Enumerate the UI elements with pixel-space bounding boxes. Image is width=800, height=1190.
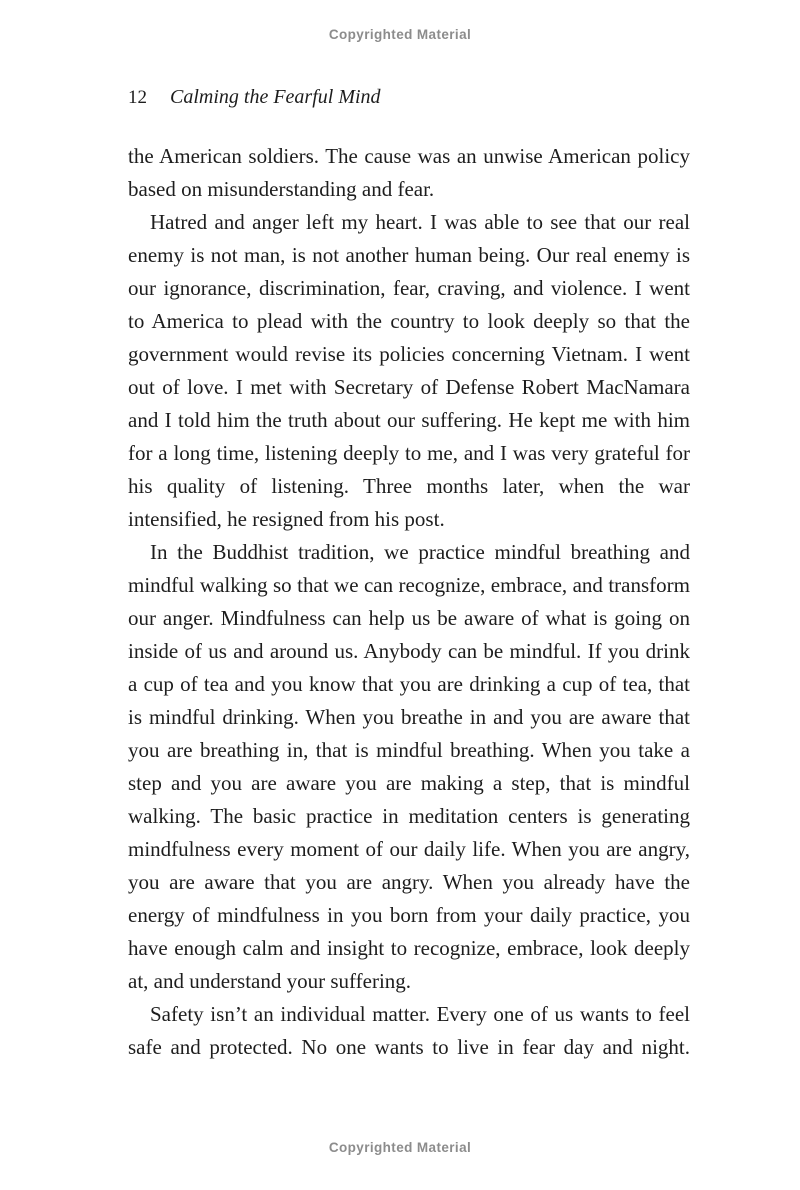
copyright-notice-top: Copyrighted Material [328,27,472,42]
paragraph: Safety isn’t an individual matter. Every one of us wants to feel safe and protected. No one wants to live in fear day and night. [128,1002,690,1059]
page-header [128,86,381,109]
paragraph: In the Buddhist tradition, we practice mindful breathing and mindful walking so that we can recognize, embrace, and transform our anger. Mindfulness can help us be aware of what is going on inside of us and around us. Anybody can be mindful. If you drink a cup of tea and you know that you are drinking a cup of tea, that is mindful drinking. When you breathe in and you are aware that you are breathing in, that is mindful breathing. When you take a step and you are aware you are making a step, that is mindful walking. The basic practice in meditation centers is generating mindfulness every moment of our daily life. When you are angry, you are aware that you are angry. When you already have the energy of mindfulness in you born from your daily practice, you have enough calm and insight to recognize, embrace, look deeply at, and understand your suffering. [128,540,690,993]
copyright-notice-bottom: Copyrighted Material [328,1140,472,1155]
paragraph: the American soldiers. The cause was an unwise American policy based on misunderstanding and fear. [128,144,690,201]
running-title: Calming the Fearful Mind [170,86,381,108]
page-number: 12 [128,87,147,108]
paragraph: Hatred and anger left my heart. I was able to see that our real enemy is not man, is not another human being. Our real enemy is our ignorance, discrimination, fear, craving, and violence. I went to America to plead with the country to look deeply so that the government would revise its policies concerning Vietnam. I went out of love. I met with Secretary of Defense Robert MacNamara and I told him the truth about our suffering. He kept me with him for a long time, listening deeply to me, and I was very grateful for his quality of listening. Three months later, when the war intensified, he resigned from his post. [128,210,690,531]
body-text [128,140,690,1064]
